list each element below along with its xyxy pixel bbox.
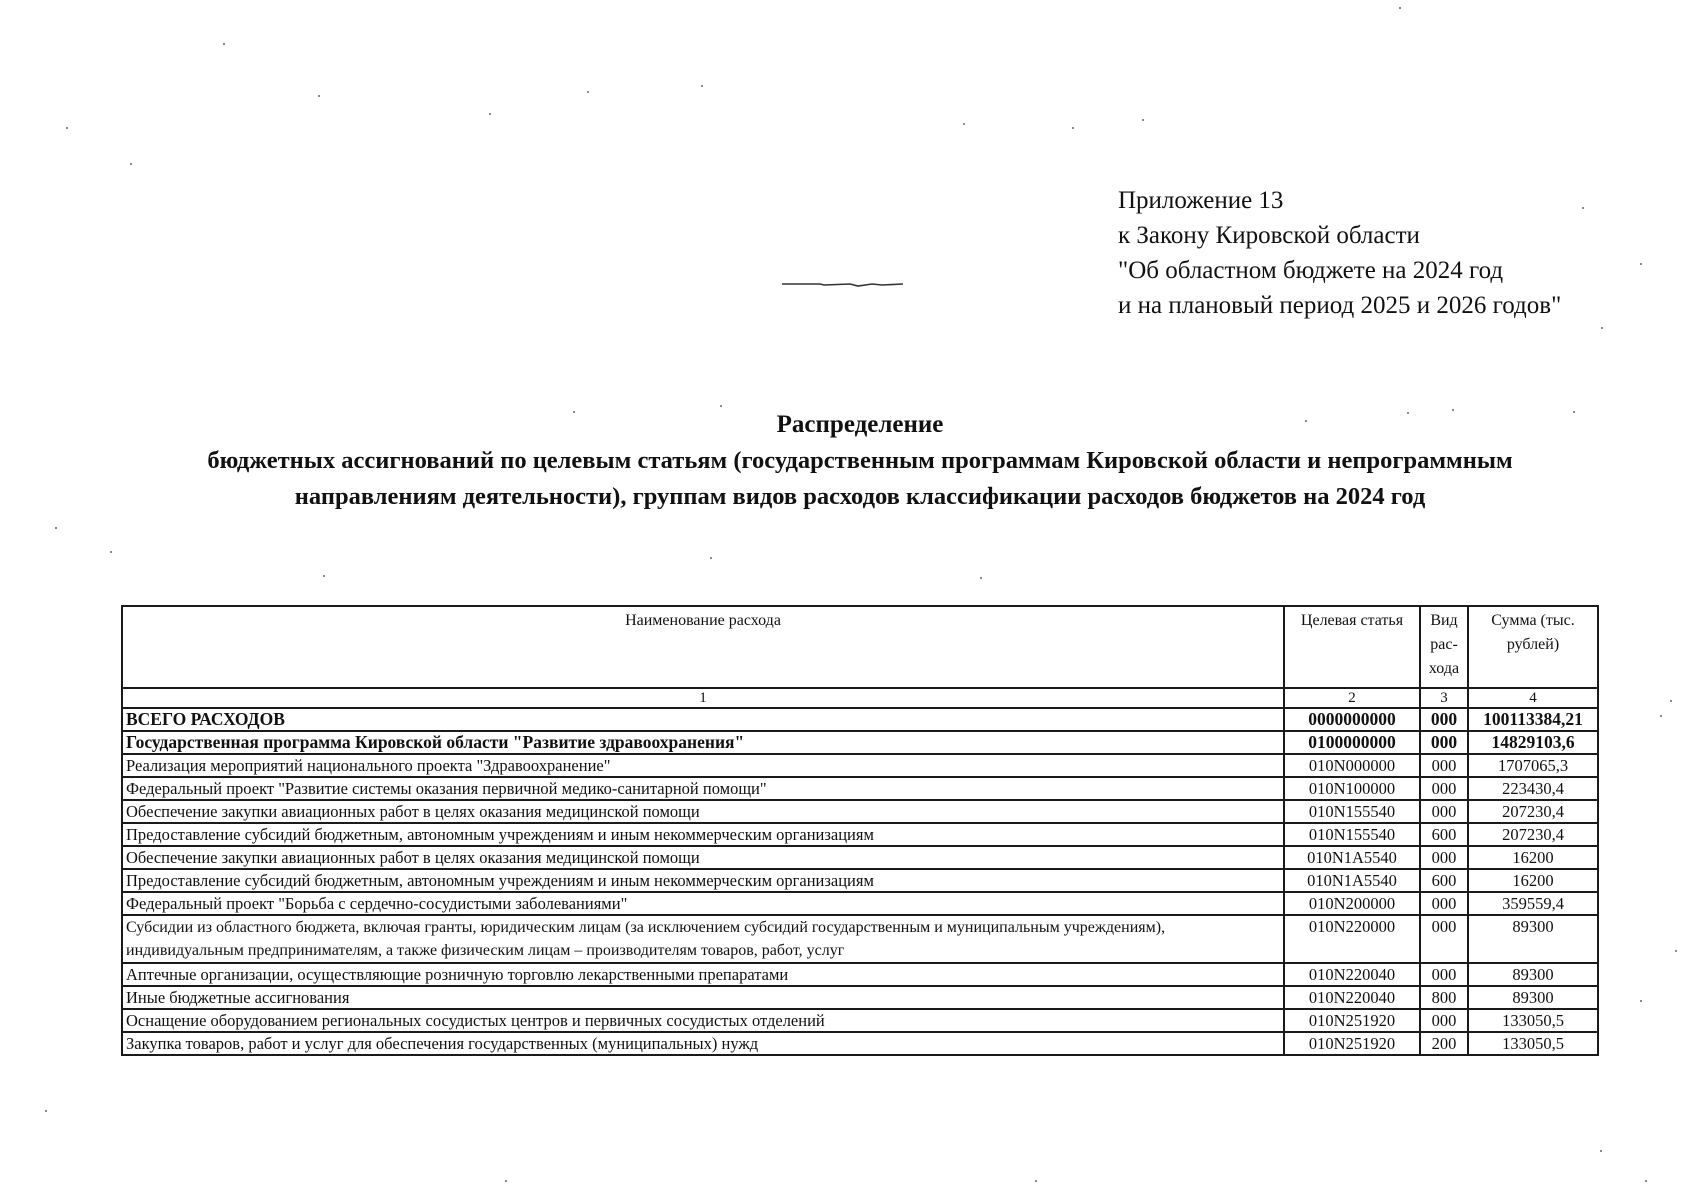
scan-speckle xyxy=(489,113,491,115)
cell-amount: 207230,4 xyxy=(1468,800,1598,823)
cell-expense-name: Обеспечение закупки авиационных работ в целях оказания медицинской помощи xyxy=(122,800,1284,823)
cell-expense-type: 600 xyxy=(1420,869,1468,892)
appendix-law-title: "Об областном бюджете на 2024 год xyxy=(1118,257,1504,284)
cell-target-article: 010N155540 xyxy=(1284,800,1420,823)
cell-target-article: 010N1A5540 xyxy=(1284,869,1420,892)
table-row xyxy=(122,963,1598,986)
table-row xyxy=(122,1009,1598,1032)
scan-speckle xyxy=(701,85,703,87)
scan-stroke-mark xyxy=(780,281,905,287)
scan-speckle xyxy=(1452,409,1454,411)
scan-speckle xyxy=(1582,207,1584,209)
column-number: 1 xyxy=(122,688,1284,708)
header-expense-type: Вид рас- хода xyxy=(1420,606,1468,688)
table-row xyxy=(122,986,1598,1009)
title-main: Распределение xyxy=(776,411,944,438)
table-row xyxy=(122,892,1598,915)
table-row xyxy=(122,846,1598,869)
cell-expense-type: 000 xyxy=(1420,708,1468,731)
cell-expense-name: Субсидии из областного бюджета, включая гранты, юридическим лицам (за исключением субсидий государственным и муниципальным учреждениям), индивидуальным предпринимателям, а также физическим лицам – производителям товаров, работ, услуг xyxy=(122,915,1284,963)
cell-expense-type: 000 xyxy=(1420,963,1468,986)
cell-amount: 223430,4 xyxy=(1468,777,1598,800)
cell-target-article: 010N155540 xyxy=(1284,823,1420,846)
scan-speckle xyxy=(1407,412,1409,414)
cell-amount: 133050,5 xyxy=(1468,1032,1598,1055)
cell-expense-type: 000 xyxy=(1420,1009,1468,1032)
scan-speckle xyxy=(1142,119,1144,121)
cell-expense-type: 000 xyxy=(1420,846,1468,869)
table-row xyxy=(122,800,1598,823)
cell-expense-name: Предоставление субсидий бюджетным, автономным учреждениям и иным некоммерческим организациям xyxy=(122,869,1284,892)
column-number: 4 xyxy=(1468,688,1598,708)
scan-speckle xyxy=(980,577,982,579)
cell-amount: 89300 xyxy=(1468,963,1598,986)
scan-speckle xyxy=(55,527,57,529)
scan-speckle xyxy=(1640,1000,1642,1002)
table-row xyxy=(122,1032,1598,1055)
table-row xyxy=(122,754,1598,777)
scan-speckle xyxy=(110,551,112,553)
scan-speckle xyxy=(1675,950,1677,952)
appendix-law-reference: к Закону Кировской области xyxy=(1118,222,1420,249)
cell-target-article: 010N200000 xyxy=(1284,892,1420,915)
title-line-2: бюджетных ассигнований по целевым статьям (государственным программам Кировской области и непрограммным xyxy=(207,447,1513,474)
title-line-3: направлениям деятельности), группам видов расходов классификации расходов бюджетов на 2024 год xyxy=(294,483,1426,510)
cell-target-article: 0000000000 xyxy=(1284,708,1420,731)
table-row xyxy=(122,869,1598,892)
cell-expense-name: Аптечные организации, осуществляющие розничную торговлю лекарственными препаратами xyxy=(122,963,1284,986)
cell-amount: 14829103,6 xyxy=(1468,731,1598,754)
cell-expense-name: Реализация мероприятий национального проекта "Здравоохранение" xyxy=(122,754,1284,777)
cell-expense-name: Закупка товаров, работ и услуг для обеспечения государственных (муниципальных) нужд xyxy=(122,1032,1284,1055)
appendix-reference xyxy=(1118,183,1561,323)
cell-expense-name: Федеральный проект "Борьба с сердечно-сосудистыми заболеваниями" xyxy=(122,892,1284,915)
scan-speckle xyxy=(1640,263,1642,265)
scan-speckle xyxy=(130,163,132,165)
document-title xyxy=(100,407,1620,515)
scan-speckle xyxy=(66,127,68,129)
scan-speckle xyxy=(1645,1180,1647,1182)
cell-expense-name: Федеральный проект "Развитие системы оказания первичной медико-санитарной помощи" xyxy=(122,777,1284,800)
cell-expense-type: 000 xyxy=(1420,754,1468,777)
cell-target-article: 010N100000 xyxy=(1284,777,1420,800)
scan-speckle xyxy=(323,575,325,577)
header-amount: Сумма (тыс. рублей) xyxy=(1468,606,1598,688)
cell-target-article: 010N220040 xyxy=(1284,986,1420,1009)
cell-target-article: 010N251920 xyxy=(1284,1032,1420,1055)
table-row xyxy=(122,731,1598,754)
cell-amount: 207230,4 xyxy=(1468,823,1598,846)
table-row xyxy=(122,823,1598,846)
scan-speckle xyxy=(1573,411,1575,413)
scan-speckle xyxy=(1072,127,1074,129)
cell-target-article: 010N000000 xyxy=(1284,754,1420,777)
appendix-number: Приложение 13 xyxy=(1118,187,1284,214)
cell-expense-name: Государственная программа Кировской области "Развитие здравоохранения" xyxy=(122,731,1284,754)
header-target-article: Целевая статья xyxy=(1284,606,1420,688)
column-number: 3 xyxy=(1420,688,1468,708)
cell-expense-name: Иные бюджетные ассигнования xyxy=(122,986,1284,1009)
cell-amount: 359559,4 xyxy=(1468,892,1598,915)
header-name: Наименование расхода xyxy=(122,606,1284,688)
cell-expense-name: ВСЕГО РАСХОДОВ xyxy=(122,708,1284,731)
column-number: 2 xyxy=(1284,688,1420,708)
scan-speckle xyxy=(963,123,965,125)
table-header-row xyxy=(122,606,1598,688)
scan-speckle xyxy=(587,91,589,93)
cell-amount: 100113384,21 xyxy=(1468,708,1598,731)
cell-amount: 16200 xyxy=(1468,869,1598,892)
cell-expense-name: Обеспечение закупки авиационных работ в целях оказания медицинской помощи xyxy=(122,846,1284,869)
cell-target-article: 010N220000 xyxy=(1284,915,1420,963)
cell-expense-type: 000 xyxy=(1420,777,1468,800)
scan-speckle xyxy=(318,95,320,97)
cell-target-article: 0100000000 xyxy=(1284,731,1420,754)
cell-expense-type: 200 xyxy=(1420,1032,1468,1055)
cell-target-article: 010N1A5540 xyxy=(1284,846,1420,869)
cell-expense-type: 000 xyxy=(1420,892,1468,915)
scan-speckle xyxy=(505,1180,507,1182)
scan-speckle xyxy=(1670,700,1672,702)
scan-speckle xyxy=(45,1110,47,1112)
scan-speckle xyxy=(1600,1150,1602,1152)
cell-target-article: 010N251920 xyxy=(1284,1009,1420,1032)
cell-amount: 89300 xyxy=(1468,986,1598,1009)
cell-target-article: 010N220040 xyxy=(1284,963,1420,986)
cell-expense-name: Оснащение оборудованием региональных сосудистых центров и первичных сосудистых отделений xyxy=(122,1009,1284,1032)
cell-amount: 1707065,3 xyxy=(1468,754,1598,777)
column-number-row xyxy=(122,688,1598,708)
scan-speckle xyxy=(1399,7,1401,9)
scan-speckle xyxy=(223,43,225,45)
table-row xyxy=(122,777,1598,800)
cell-expense-type: 000 xyxy=(1420,731,1468,754)
cell-expense-name: Предоставление субсидий бюджетным, автономным учреждениям и иным некоммерческим организациям xyxy=(122,823,1284,846)
cell-amount: 89300 xyxy=(1468,915,1598,963)
appendix-law-period: и на плановый период 2025 и 2026 годов" xyxy=(1118,292,1562,319)
cell-expense-type: 000 xyxy=(1420,915,1468,963)
budget-table xyxy=(121,605,1599,1056)
cell-expense-type: 000 xyxy=(1420,800,1468,823)
scan-speckle xyxy=(710,557,712,559)
table-row xyxy=(122,708,1598,731)
scan-speckle xyxy=(573,411,575,413)
scan-speckle xyxy=(1035,1180,1037,1182)
table-row xyxy=(122,915,1598,963)
table-body xyxy=(122,708,1598,1055)
scan-speckle xyxy=(1305,420,1307,422)
scan-speckle xyxy=(1601,327,1603,329)
cell-expense-type: 800 xyxy=(1420,986,1468,1009)
scan-speckle xyxy=(720,405,722,407)
cell-amount: 16200 xyxy=(1468,846,1598,869)
cell-expense-type: 600 xyxy=(1420,823,1468,846)
cell-amount: 133050,5 xyxy=(1468,1009,1598,1032)
scan-speckle xyxy=(1660,715,1662,717)
